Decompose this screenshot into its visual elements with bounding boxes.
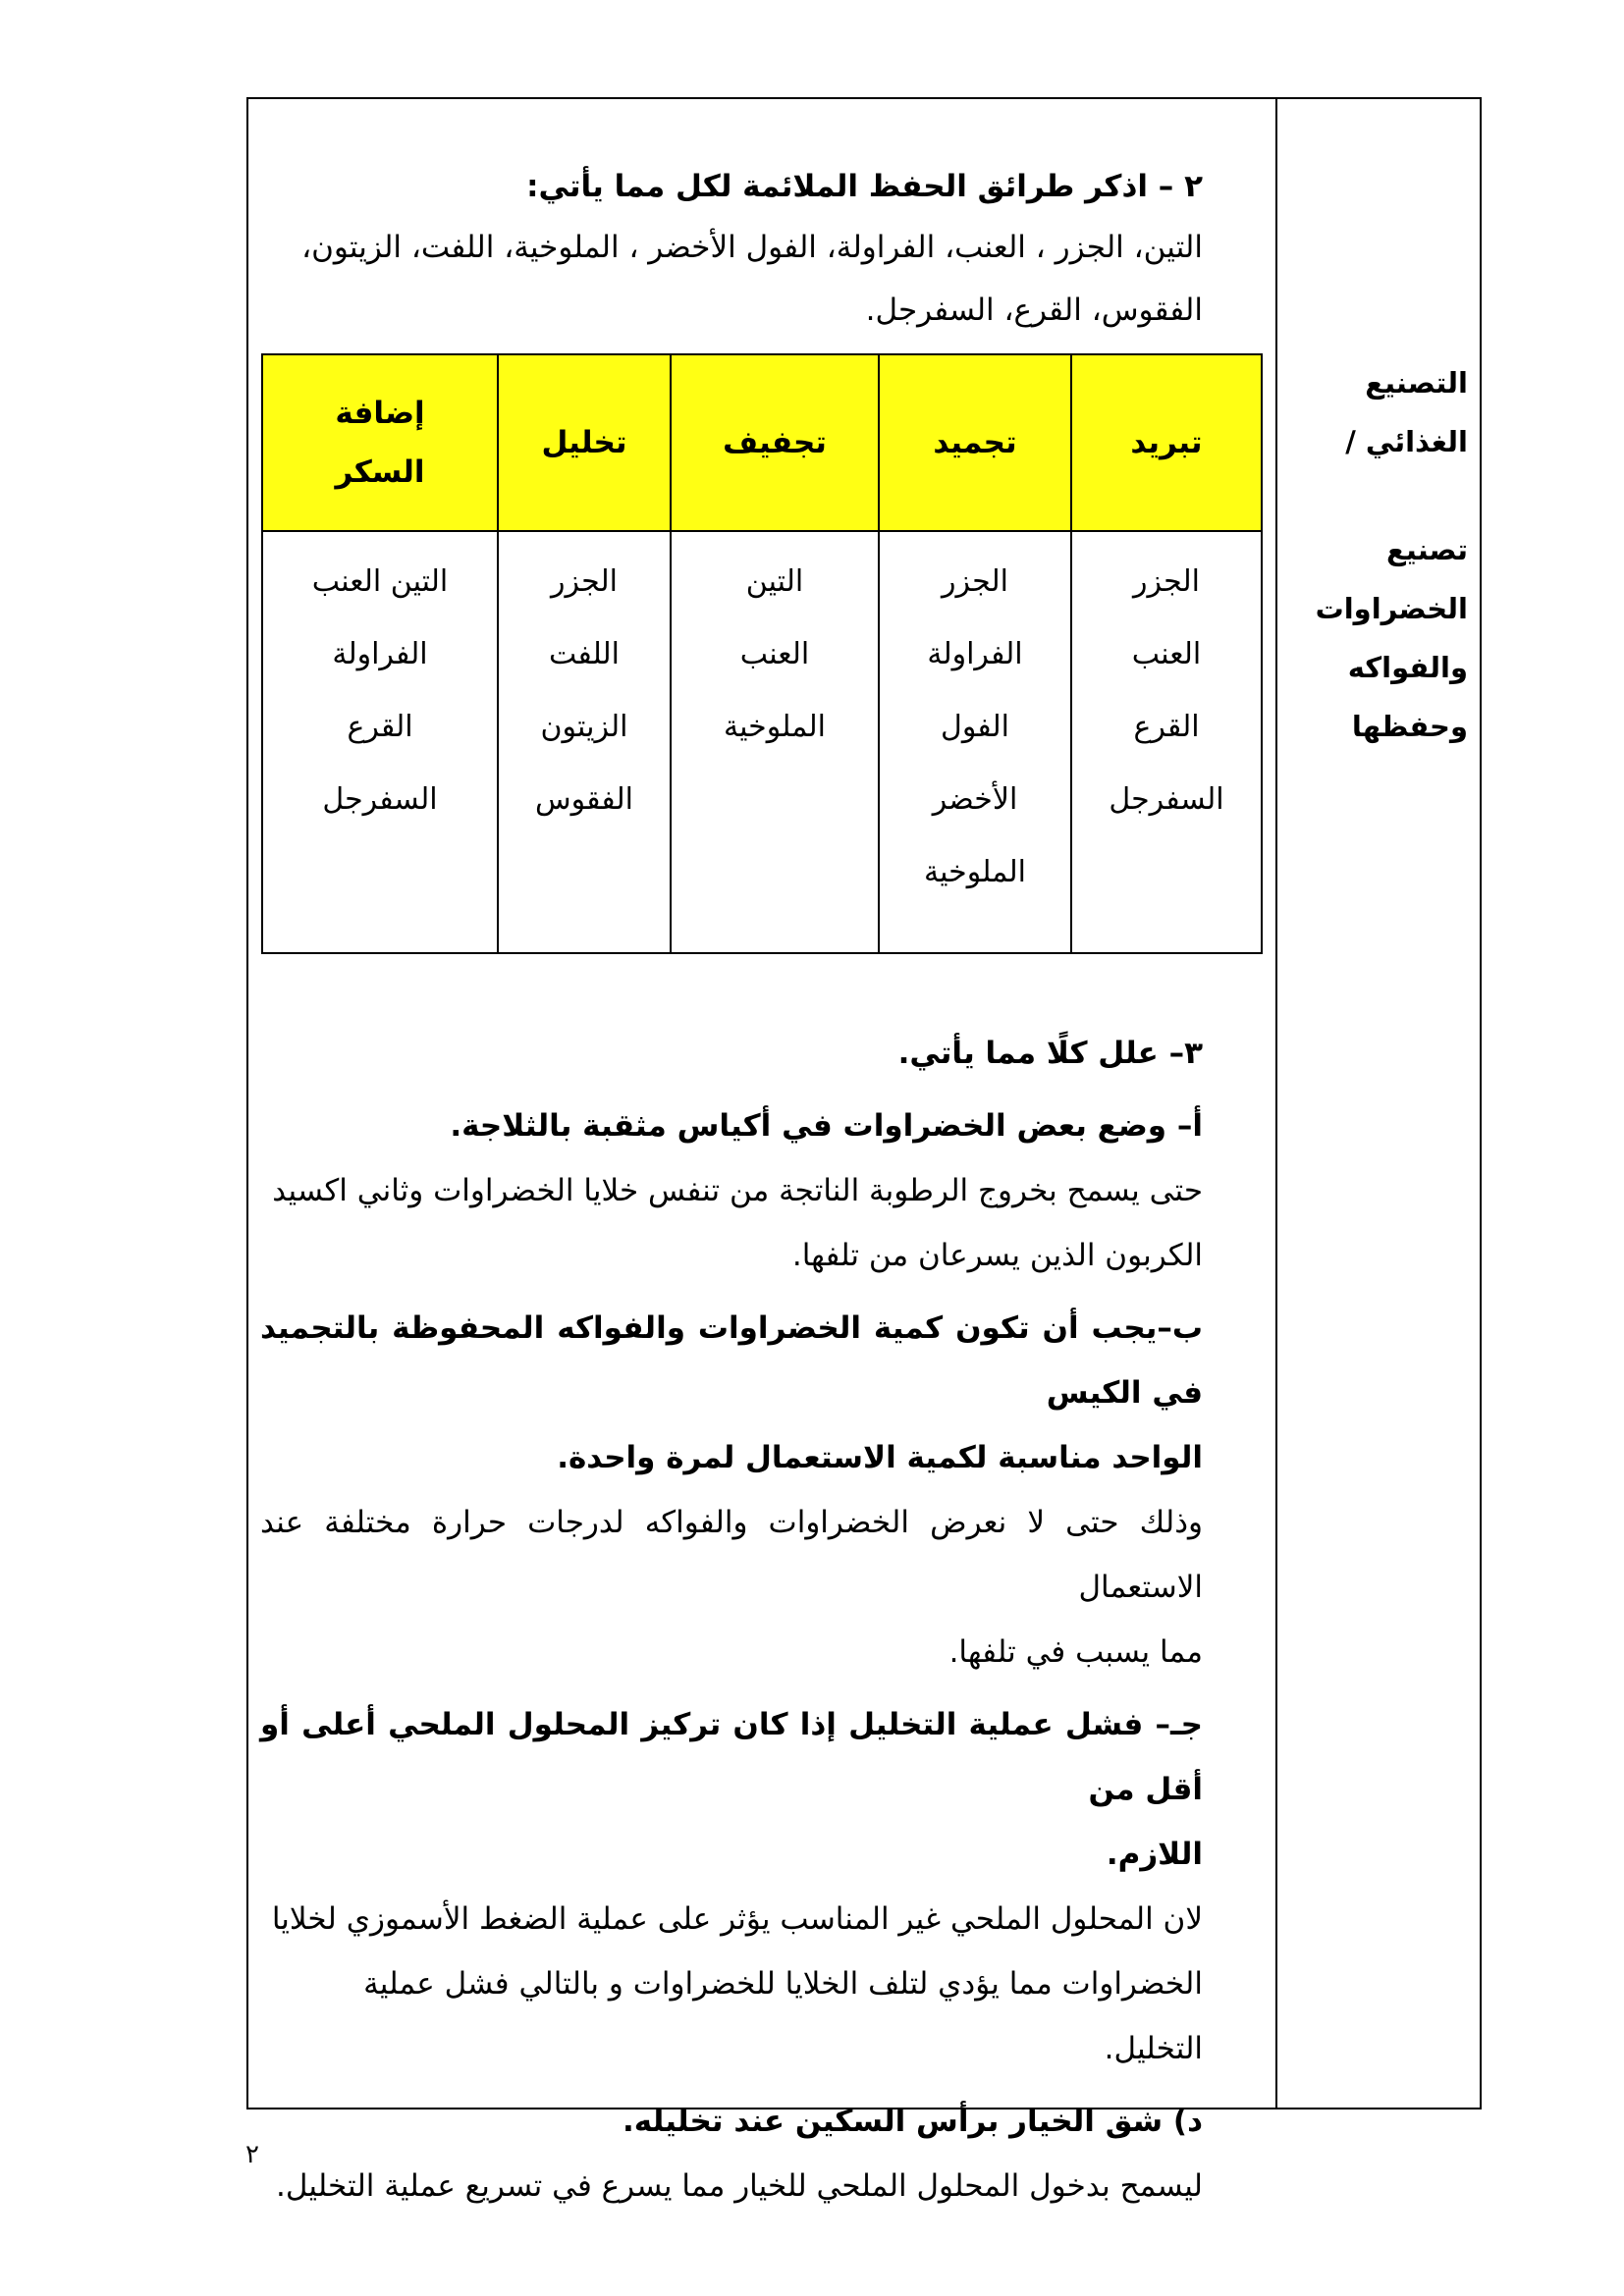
item-a-answer-line-1: حتى يسمح بخروج الرطوبة الناتجة من تنفس خلايا الخضراوات وثاني اكسيد: [272, 1173, 1203, 1208]
cell-freezing: [879, 531, 1071, 953]
topic-column: [1277, 353, 1482, 756]
page-number: ٢: [245, 2140, 259, 2169]
topic-line-1: التصنيع: [1365, 366, 1468, 400]
header-cooling: تبريد: [1071, 354, 1262, 531]
freezing-item: الجزر: [942, 564, 1008, 599]
item-b-question-line-1: ب–يجب أن تكون كمية الخضراوات والفواكه المحفوظة بالتجميد في الكيس: [260, 1310, 1203, 1411]
pickling-item: الجزر: [551, 564, 618, 599]
question-2-body-line-2: الفقوس، القرع، السفرجل.: [865, 293, 1203, 328]
header-sugar-line-2: السكر: [335, 454, 425, 490]
freezing-item: الفراولة: [927, 637, 1023, 671]
topic-line-2: الغذائي /: [1345, 425, 1468, 458]
item-a-question: أ– وضع بعض الخضراوات في أكياس مثقبة بالثلاجة.: [450, 1108, 1203, 1144]
sugar-item: القرع: [347, 710, 413, 744]
cooling-item: العنب: [1131, 637, 1202, 671]
sugar-item: التين العنب: [311, 564, 449, 599]
question-2-body-line-1: التين، الجزر ، العنب، الفراولة، الفول الأخضر ، الملوخية، اللفت، الزيتون،: [301, 230, 1203, 265]
header-drying: تجفيف: [671, 354, 879, 531]
pickling-item: الفقوس: [535, 782, 633, 817]
topic-line-3: تصنيع: [1386, 533, 1468, 566]
question-3: [260, 1021, 1203, 2218]
table-row: [262, 531, 1262, 953]
item-c-answer-line-1: لان المحلول الملحي غير المناسب يؤثر على عملية الضغط الأسموزي لخلايا: [271, 1901, 1203, 1937]
pickling-item: اللفت: [548, 637, 621, 671]
cell-cooling: [1071, 531, 1262, 953]
question-2: [260, 157, 1203, 342]
item-c-answer-line-2: الخضراوات مما يؤدي لتلف الخلايا للخضراوات و بالتالي فشل عملية التخليل.: [363, 1966, 1203, 2066]
drying-item: التين: [745, 564, 804, 599]
topic-line-5: والفواكه: [1347, 651, 1468, 684]
topic-line-6: وحفظها: [1351, 710, 1468, 743]
cooling-item: القرع: [1133, 710, 1200, 744]
item-b-answer-line-2: مما يسبب في تلفها.: [948, 1634, 1203, 1670]
sugar-item: السفرجل: [322, 782, 438, 817]
header-sugar: [262, 354, 498, 531]
pickling-item: الزيتون: [540, 710, 628, 744]
item-c-question-line-2: اللازم.: [1106, 1837, 1203, 1872]
topic-line-4: الخضراوات: [1315, 592, 1468, 625]
cell-pickling: [498, 531, 671, 953]
table-header-row: [262, 354, 1262, 531]
freezing-item: الأخضر: [932, 782, 1018, 817]
drying-item: العنب: [739, 637, 810, 671]
header-pickling: تخليل: [498, 354, 671, 531]
item-d-answer: ليسمح بدخول المحلول الملحي للخيار مما يسرع في تسريع عملية التخليل.: [276, 2168, 1203, 2204]
item-a-answer-line-2: الكربون الذين يسرعان من تلفها.: [791, 1238, 1203, 1273]
item-d-question: د) شق الخيار برأس السكين عند تخليله.: [623, 2104, 1203, 2139]
cooling-item: الجزر: [1133, 564, 1200, 599]
freezing-item: الملوخية: [924, 855, 1026, 889]
item-b-answer-line-1: وذلك حتى لا نعرض الخضراوات والفواكه لدرجات حرارة مختلفة عند الاستعمال: [260, 1505, 1203, 1605]
sugar-item: الفراولة: [332, 637, 428, 671]
drying-item: الملوخية: [724, 710, 826, 744]
cooling-item: السفرجل: [1109, 782, 1224, 817]
item-c-question-line-1: جـ– فشل عملية التخليل إذا كان تركيز المحلول الملحي أعلى أو أقل من: [260, 1707, 1203, 1807]
header-freezing: تجميد: [879, 354, 1071, 531]
header-sugar-line-1: إضافة: [335, 396, 425, 431]
preservation-methods-table: [261, 353, 1263, 954]
freezing-item: الفول: [941, 710, 1009, 744]
question-3-title: ٣– علل كلًا مما يأتي.: [897, 1036, 1203, 1071]
question-2-title: ٢ – اذكر طرائق الحفظ الملائمة لكل مما يأتي:: [526, 169, 1203, 204]
cell-drying: [671, 531, 879, 953]
cell-sugar: [262, 531, 498, 953]
item-b-question-line-2: الواحد مناسبة لكمية الاستعمال لمرة واحدة.: [557, 1440, 1203, 1475]
